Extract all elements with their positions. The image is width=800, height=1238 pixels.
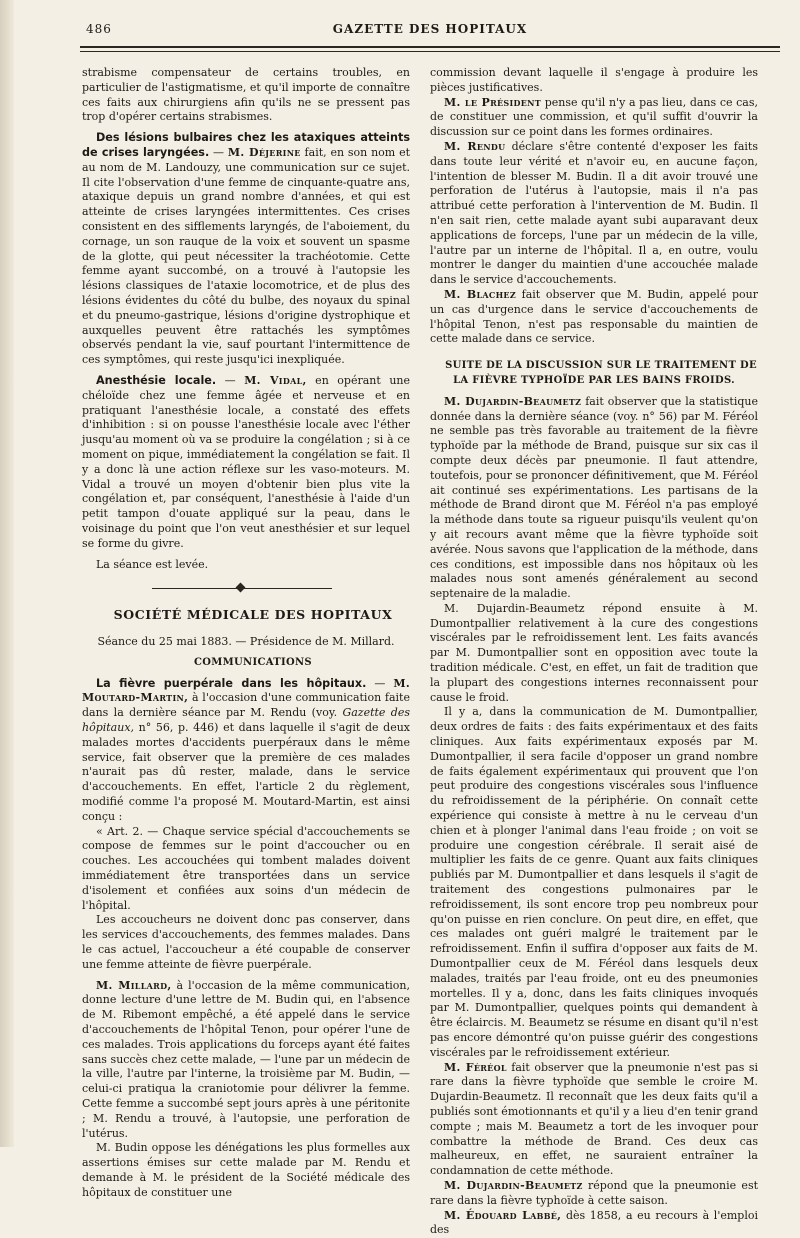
author-name: M. Dujardin-Beaumetz — [444, 394, 582, 408]
author-name: M. Édouard Labbé, — [444, 1208, 562, 1222]
header-rule-thick — [80, 46, 780, 48]
paragraph-rendu: M. Rendu déclare s'être contenté d'exposer les faits dans toute leur vérité et n'avoir eu, en aucune façon, l'intention de blesser M. Budin. Il a dit avoir trouvé une perforation de l'utérus à l'autopsie, mais il n'a pas attribué cette perforation à l'intervention de M. Budin. Il n'en sait rien, cette malade ayant subi auparavant deux applications de forceps, l'une par un médecin de la ville, l'autre par un interne de l'hôpital. Il a, en outre, voulu montrer le danger du maintien d'une accouchée malade dans le service d'accouchements. — [430, 139, 759, 287]
discussion-heading: SUITE DE LA DISCUSSION SUR LE TRAITEMENT DE LA FIÈVRE TYPHOÏDE PAR LES BAINS FROIDS. — [445, 360, 757, 386]
paragraph: Il y a, dans la communication de M. Dumontpallier, deux ordres de faits : des faits expérimentaux et des faits cliniques. Aux faits expérimentaux exposés par M. Dumontpallier, il sera facile d'opposer un grand nombre de faits également expérimentaux qui prouvent que l'on peut produire des congestions viscérales sous l'influence du refroidissement de la périphérie. On connaît cette expérience qui consiste à mettre à nu le cerveau d'un chien et à plonger l'animal dans l'eau froide ; on voit se produire une congestion cérébrale. Il serait aisé de multiplier les faits de ce genre. Quant aux faits cliniques publiés par M. Dumontpallier et dans lesquels il s'agit de traitement des congestions pulmonaires par le refroidissement, ils sont encore trop peu nombreux pour qu'on puisse en rien conclure. On peut dire, en effet, que ces malades ont guéri malgré le traitement par le refroidissement. Enfin il suffira d'opposer aux faits de M. Dumontpallier ceux de M. Féréol dans lesquels deux malades, traités par l'eau froide, ont eu des pneumonies mortelles. Il y a, donc, dans les faits cliniques invoqués par M. Dumontpallier, quelques points qui demandent à être éclaircis. M. Beaumetz se résume en disant qu'il n'est pas encore démontré qu'on puisse guérir des congestions viscérales par le refroidissement extérieur. — [430, 705, 758, 1059]
paragraph-local-anesthesia: Anesthésie locale. — M. Vidal, en opérant une chéloïde chez une femme âgée et nerveuse et en pratiquant l'anesthésie locale, a constaté des effets d'inhibition : si on pousse l'anesthésie locale avec l'éther jusqu'au moment où va se produire la congélation ; si à ce moment on pique, immédiatement la congélation se fait. Il y a donc là une action réflexe sur les vaso-moteurs. M. Vidal a trouvé un moyen d'obtenir bien plus vite la congélation et, par conséquent, l'anesthésie à l'aide d'un petit tampon d'ouate appliqué sur la peau, dans le voisinage du point que l'on veut anesthésier et sur lequel se forme du givre. — [82, 373, 410, 550]
quoted-article: « Art. 2. — Chaque service spécial d'accouchements se compose de femmes sur le point d'accoucher ou en couches. Les accouchées qui tombent malades doivent immédiatement être transportées dans un service d'isolement et confiées aux soins d'un médecin de l'hôpital. — [82, 824, 410, 912]
paragraph-fereol: M. Féréol fait observer que la pneumonie n'est pas si rare dans la fièvre typhoïde que semble le croire M. Dujardin-Beaumetz. Il reconnaît que les deux faits qu'il a publiés sont émotionnants et qu'il y a lieu d'en tenir grand compte ; mais M. Beaumetz a tort de les invoquer pour combattre la méthode de Brand. Ces deux cas malheureux, en effet, ne sauraient entraîner la condamnation de cette méthode. — [430, 1060, 758, 1178]
paragraph-dujardin-reply: M. Dujardin-Beaumetz répond que la pneumonie est rare dans la fièvre typhoïde à cette saison. — [430, 1178, 759, 1207]
author-name: M. Millard, — [96, 978, 172, 992]
paragraph: M. Budin oppose les dénégations les plus formelles aux assertions émises sur cette malade par M. Rendu et demande à M. le président de la Société médicale des hôpitaux de constituer une — [82, 1141, 410, 1199]
communications-heading: COMMUNICATIONS — [194, 656, 312, 668]
paragraph-president: M. le Président pense qu'il n'y a pas lieu, dans ce cas, de constituer une commission, et qu'il suffit d'ouvrir la discussion sur ce point dans les formes ordinaires. — [430, 95, 758, 139]
paragraph: M. Dujardin-Beaumetz répond ensuite à M. Dumontpallier relativement à la cure des congestions viscérales par le refroidissement lent. Les faits avancés par M. Dumontpallier sont en opposition avec toute la tradition médicale. C'est, en effet, un fait de tradition que la plupart des congestions internes reconnaissent pour cause le froid. — [430, 601, 758, 704]
closing-line: La séance est levée. — [96, 557, 209, 571]
section-title: Des lésions bulbaires chez les ataxiques atteints de crises laryngées. — [82, 131, 410, 159]
paragraph-puerperal-fever: La fièvre puerpérale dans les hôpitaux. — M. Moutard-Martin, à l'occasion d'une communication faite dans la dernière séance par M. Rendu (voy. Gazette des hôpitaux, n° 56, p. 446) et dans laquelle il s'agit de deux malades mortes d'accidents puerpéraux dans le même service, fait observer que la première de ces malades n'aurait pas dû rester, malade, dans le service d'accouchements. En effet, l'article 2 du règlement, modifié comme l'a proposé M. Moutard-Martin, est ainsi conçu : — [82, 676, 410, 823]
paragraph-dujardin: M. Dujardin-Beaumetz fait observer que la statistique donnée dans la dernière séance (voy. n° 56) par M. Féréol ne semble pas très favorable au traitement de la fièvre typhoïde par la méthode de Brand, puisque sur six cas il compte deux décès par pneumonie. Il faut attendre, toutefois, pour se prononcer définitivement, que M. Féréol ait continué ses expérimentations. Les partisans de la méthode de Brand diront que M. Féréol n'a pas employé la méthode dans toute sa rigueur puisqu'ils veulent qu'on y ait recours avant même que la fièvre typhoïde soit avérée. Nous savons que l'application de la méthode, dans ces conditions, est impossible dans nos hôpitaux où les malades nous sont amenés généralement au second septenaire de la maladie. — [430, 394, 758, 601]
author-name: M. Vidal, — [244, 373, 307, 387]
right-column — [430, 66, 758, 1238]
session-line: Séance du 25 mai 1883. — Présidence de M. Millard. — [97, 635, 395, 649]
paragraph: strabisme compensateur de certains troubles, en particulier de l'astigmatisme, et qu'il importe de connaître ces faits aux chirurgiens afin qu'ils ne se pressent pas trop d'opérer certains strabismes. — [82, 66, 410, 124]
society-heading: SOCIÉTÉ MÉDICALE DES HOPITAUX — [113, 607, 393, 623]
author-name: M. Féréol — [444, 1060, 507, 1074]
author-name: M. Moutard-Martin, — [82, 676, 410, 705]
section-title: Anesthésie locale. — [96, 373, 217, 387]
paragraph: Les accoucheurs ne doivent donc pas conserver, dans les services d'accouchements, des femmes malades. Dans le cas actuel, l'accoucheur a été coupable de conserver une femme atteinte de fièvre puerpérale. — [82, 913, 410, 971]
paragraph-labbe: M. Édouard Labbé, dès 1858, a eu recours à l'emploi des — [430, 1208, 758, 1237]
header-rule-thin — [80, 51, 780, 52]
paragraph-millard: M. Millard, à l'occasion de la même communication, donne lecture d'une lettre de M. Budin qui, en l'absence de M. Ribemont empêché, a été appelé dans le service d'accouchements de l'hôpital Tenon, pour opérer l'une de ces malades. Trois applications du forceps ayant été faites sans succès chez cette malade, — l'une par un médecin de la ville, l'autre par l'interne, la troisième par M. Budin, — celui-ci pratiqua la craniotomie pour délivrer la femme. Cette femme a succombé sept jours après à une péritonite ; M. Rendu a trouvé, à l'autopsie, une perforation de l'utérus. — [82, 978, 410, 1140]
paragraph-bulbar-lesions: Des lésions bulbaires chez les ataxiques atteints de crises laryngées. — M. Déjerine fait, en son nom et au nom de M. Landouzy, une communication sur ce sujet. Il cite l'observation d'une femme de cinquante-quatre ans, ataxique depuis un grand nombre d'années, et qui est atteinte de crises laryngées intermittentes. Ces crises consistent en des sifflements laryngés, de l'aboiement, du cornage, un son rauque de la voix et souvent un spasme de la glotte, qui peut nécessiter la trachéotomie. Cette femme ayant succombé, on a trouvé à l'autopsie les lésions classiques de l'ataxie locomotrice, et de plus des lésions évidentes du côté du bulbe, des noyaux du spinal et du pneumo-gastrique, lésions d'origine dystrophique et auxquelles peuvent être rattachés les symptômes observés pendant la vie, sauf pourtant l'intermittence de ces symptômes, qui reste jusqu'ici inexpliquée. — [82, 131, 410, 367]
author-name: M. Déjerine — [227, 145, 301, 159]
paragraph-blachez: M. Blachez fait observer que M. Budin, appelé pour un cas d'urgence dans le service d'accouchements de l'hôpital Tenon, n'est pas responsable du maintien de cette malade dans ce service. — [430, 287, 759, 346]
page-header — [80, 22, 780, 42]
page-number: 486 — [86, 22, 112, 36]
author-name: M. Dujardin-Beaumetz — [444, 1178, 583, 1192]
journal-citation: Gazette des hôpitaux, — [82, 706, 410, 735]
author-name: M. Blachez — [444, 287, 516, 301]
journal-title: GAZETTE DES HOPITAUX — [332, 22, 528, 36]
page-binding-edge — [0, 0, 14, 1147]
left-column — [82, 66, 410, 1201]
section-divider — [82, 580, 410, 598]
paragraph: commission devant laquelle il s'engage à produire les pièces justificatives. — [430, 66, 758, 94]
section-title: La fièvre puerpérale dans les hôpitaux. — [96, 676, 367, 690]
author-name: M. le Président — [444, 95, 542, 109]
author-name: M. Rendu — [444, 139, 506, 153]
